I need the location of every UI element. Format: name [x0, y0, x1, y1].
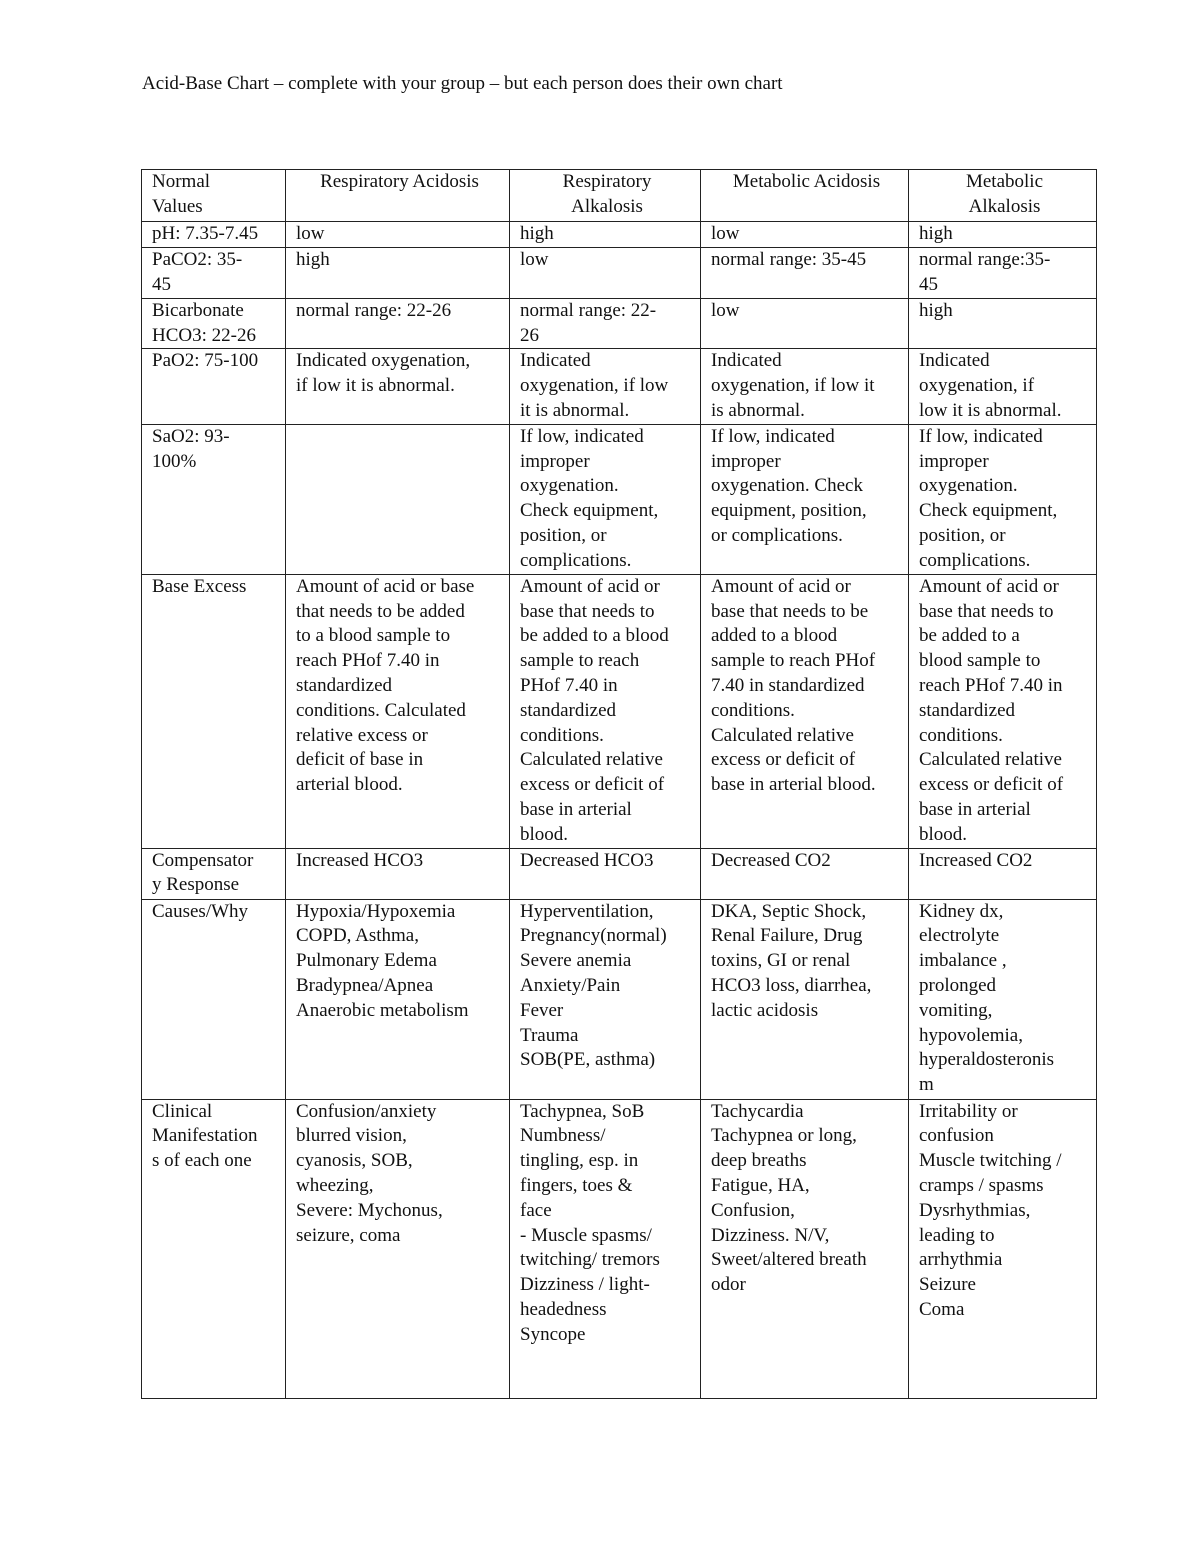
- table-cell: Amount of acid or base that needs to be added to a blood sample to reach PHof 7.40 in standardized conditions. Calculated relative excess or deficit of base in arterial blood.: [286, 574, 510, 848]
- table-cell: Kidney dx, electrolyte imbalance , prolonged vomiting, hypovolemia, hyperaldosteronis m: [909, 899, 1097, 1099]
- row-label-causes: Causes/Why: [142, 899, 286, 1099]
- table-cell: low: [701, 222, 909, 248]
- table-cell: Tachypnea, SoB Numbness/ tingling, esp. in fingers, toes & face - Muscle spasms/ twitching/ tremors Dizziness / light- headedness Syncope: [510, 1099, 701, 1398]
- table-cell: Increased HCO3: [286, 848, 510, 899]
- row-label-sao2: SaO2: 93- 100%: [142, 424, 286, 574]
- table-row: [142, 424, 1097, 574]
- table-cell: Decreased CO2: [701, 848, 909, 899]
- table-cell: low: [701, 298, 909, 349]
- table-cell: If low, indicated improper oxygenation. Check equipment, position, or complications.: [701, 424, 909, 574]
- table-cell: Hypoxia/Hypoxemia COPD, Asthma, Pulmonary Edema Bradypnea/Apnea Anaerobic metabolism: [286, 899, 510, 1099]
- table-cell: If low, indicated improper oxygenation. Check equipment, position, or complications.: [510, 424, 701, 574]
- table-row: [142, 298, 1097, 349]
- table-cell: Increased CO2: [909, 848, 1097, 899]
- table-cell: high: [909, 298, 1097, 349]
- table-cell: high: [909, 222, 1097, 248]
- table-cell: normal range:35- 45: [909, 247, 1097, 298]
- table-cell: If low, indicated improper oxygenation. Check equipment, position, or complications.: [909, 424, 1097, 574]
- table-row: [142, 848, 1097, 899]
- table-cell: normal range: 22-26: [286, 298, 510, 349]
- table-cell: Tachycardia Tachypnea or long, deep breaths Fatigue, HA, Confusion, Dizziness. N/V, Sweet/altered breath odor: [701, 1099, 909, 1398]
- table-cell: high: [286, 247, 510, 298]
- header-respiratory-alkalosis: Respiratory Alkalosis: [510, 170, 701, 222]
- row-label-bicarbonate: Bicarbonate HCO3: 22-26: [142, 298, 286, 349]
- table-cell: high: [510, 222, 701, 248]
- table-row: [142, 222, 1097, 248]
- table-cell: Indicated oxygenation, if low it is abnormal.: [286, 349, 510, 424]
- row-label-base-excess: Base Excess: [142, 574, 286, 848]
- table-row: [142, 1099, 1097, 1398]
- table-cell: Amount of acid or base that needs to be added to a blood sample to reach PHof 7.40 in standardized conditions. Calculated relative excess or deficit of base in arterial blood.: [909, 574, 1097, 848]
- table-cell: Amount of acid or base that needs to be added to a blood sample to reach PHof 7.40 in standardized conditions. Calculated relative excess or deficit of base in arterial blood.: [510, 574, 701, 848]
- table-cell: Indicated oxygenation, if low it is abnormal.: [510, 349, 701, 424]
- header-metabolic-acidosis: Metabolic Acidosis: [701, 170, 909, 222]
- table-cell: normal range: 35-45: [701, 247, 909, 298]
- table-cell: [286, 424, 510, 574]
- table-cell: Indicated oxygenation, if low it is abnormal.: [701, 349, 909, 424]
- header-normal-values: Normal Values: [142, 170, 286, 222]
- table-row: [142, 247, 1097, 298]
- table-cell: Decreased HCO3: [510, 848, 701, 899]
- header-respiratory-acidosis: Respiratory Acidosis: [286, 170, 510, 222]
- row-label-paco2: PaCO2: 35- 45: [142, 247, 286, 298]
- table-cell: low: [510, 247, 701, 298]
- row-label-compensatory-response: Compensator y Response: [142, 848, 286, 899]
- table-header-row: [142, 170, 1097, 222]
- table-row: [142, 574, 1097, 848]
- acid-base-table: [141, 169, 1097, 1399]
- table-cell: Confusion/anxiety blurred vision, cyanosis, SOB, wheezing, Severe: Mychonus, seizure, coma: [286, 1099, 510, 1398]
- table-row: [142, 899, 1097, 1099]
- table-cell: Amount of acid or base that needs to be added to a blood sample to reach PHof 7.40 in standardized conditions. Calculated relative excess or deficit of base in arterial blood.: [701, 574, 909, 848]
- table-cell: low: [286, 222, 510, 248]
- table-cell: Hyperventilation, Pregnancy(normal) Severe anemia Anxiety/Pain Fever Trauma SOB(PE, asthma): [510, 899, 701, 1099]
- table-row: [142, 349, 1097, 424]
- header-metabolic-alkalosis: Metabolic Alkalosis: [909, 170, 1097, 222]
- row-label-clinical-manifestations: Clinical Manifestation s of each one: [142, 1099, 286, 1398]
- table-cell: normal range: 22- 26: [510, 298, 701, 349]
- document-title: Acid-Base Chart – complete with your group – but each person does their own chart: [142, 73, 783, 94]
- row-label-pao2: PaO2: 75-100: [142, 349, 286, 424]
- table-cell: Irritability or confusion Muscle twitching / cramps / spasms Dysrhythmias, leading to arrhythmia Seizure Coma: [909, 1099, 1097, 1398]
- table-cell: DKA, Septic Shock, Renal Failure, Drug toxins, GI or renal HCO3 loss, diarrhea, lactic acidosis: [701, 899, 909, 1099]
- table-cell: Indicated oxygenation, if low it is abnormal.: [909, 349, 1097, 424]
- row-label-ph: pH: 7.35-7.45: [142, 222, 286, 248]
